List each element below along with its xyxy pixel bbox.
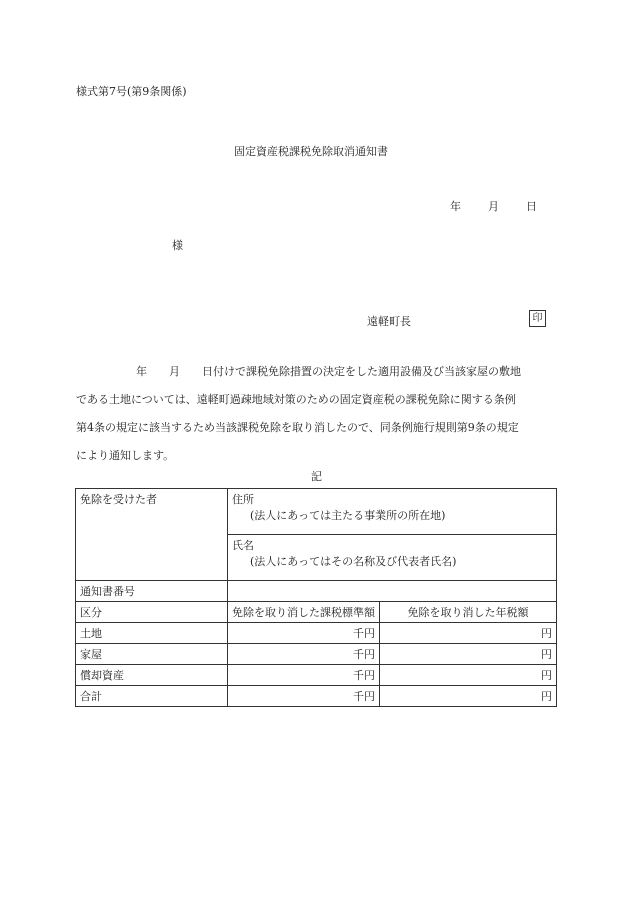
table-row [76, 665, 557, 686]
row-category: 償却資産 [76, 665, 228, 686]
body-line-4: により通知します。 [76, 449, 175, 462]
body-line-1: 年 月 日付けで課税免除措置の決定をした適用設備及び当該家屋の敷地 [136, 365, 521, 378]
addressee-suffix: 様 [172, 239, 183, 252]
table-row [76, 686, 557, 707]
body-line-2: である土地については、遠軽町過疎地域対策のための固定資産税の課税免除に関する条例 [76, 393, 516, 406]
table-row [76, 644, 557, 665]
row-category: 土地 [76, 623, 228, 644]
issuer-name: 遠軽町長 [367, 315, 411, 328]
date-day: 日 [526, 200, 537, 213]
notice-body [76, 358, 556, 470]
name-label: 氏名 [232, 539, 254, 552]
date-line [450, 198, 537, 214]
col-tax: 免除を取り消した年税額 [380, 602, 557, 623]
notice-number-value [228, 581, 557, 602]
name-note: (法人にあってはその名称及び代表者氏名) [250, 555, 457, 568]
row-category: 合計 [76, 686, 228, 707]
seal-mark: 印 [529, 310, 546, 327]
col-category: 区分 [76, 602, 228, 623]
address-label: 住所 [232, 493, 254, 506]
row-standard-unit: 千円 [228, 686, 380, 707]
address-cell [228, 489, 557, 535]
address-note: (法人にあっては主たる事業所の所在地) [250, 509, 446, 522]
row-tax-unit: 円 [380, 665, 557, 686]
col-standard: 免除を取り消した課税標準額 [228, 602, 380, 623]
date-year: 年 [450, 200, 461, 213]
detail-table [75, 488, 557, 707]
row-standard-unit: 千円 [228, 665, 380, 686]
document-title: 固定資産税課税免除取消通知書 [234, 145, 388, 158]
name-cell [228, 535, 557, 581]
ki-heading: 記 [311, 470, 322, 483]
exempted-person-label: 免除を受けた者 [76, 489, 228, 581]
row-standard-unit: 千円 [228, 644, 380, 665]
row-tax-unit: 円 [380, 623, 557, 644]
notice-number-label: 通知書番号 [76, 581, 228, 602]
table-row [76, 623, 557, 644]
row-tax-unit: 円 [380, 686, 557, 707]
body-line-3: 第4条の規定に該当するため当該課税免除を取り消したので、同条例施行規則第9条の規定 [76, 421, 519, 434]
row-standard-unit: 千円 [228, 623, 380, 644]
row-tax-unit: 円 [380, 644, 557, 665]
row-category: 家屋 [76, 644, 228, 665]
form-number: 様式第7号(第9条関係) [76, 85, 187, 98]
date-month: 月 [488, 200, 499, 213]
